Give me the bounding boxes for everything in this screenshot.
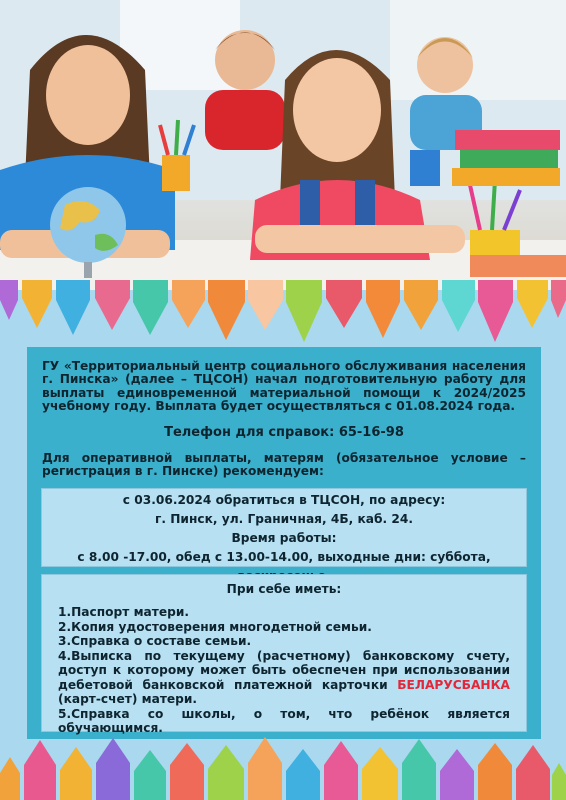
documents-item-5: 5.Справка со школы, о том, что ребёнок является обучающимся.	[58, 706, 510, 735]
documents-item-3: 3.Справка о составе семьи.	[58, 634, 252, 648]
header-photo	[0, 0, 566, 290]
documents-item-4-text: 4.Выписка по текущему (расчетному) банковскому счету, доступ к которому может быть обеспечен при использовании дебетовой банковской платежной карточки	[58, 648, 510, 692]
documents-item-1: 1.Паспорт матери.	[58, 605, 189, 619]
bank-name: БЕЛАРУСБАНКА	[397, 677, 510, 692]
pencils-top-decoration	[0, 280, 566, 350]
documents-heading: При себе иметь:	[226, 582, 342, 596]
address-box-line-3: Время работы:	[231, 531, 337, 545]
pencils-bottom-decoration	[0, 735, 566, 800]
documents-item-4	[58, 649, 510, 707]
documents-box	[41, 574, 527, 735]
phone-line: Телефон для справок: 65-16-98	[164, 425, 404, 440]
documents-item-4-suffix: (карт-счет) матери.	[58, 692, 198, 706]
recommendation-paragraph: Для оперативной выплаты, матерям (обязательное условие – регистрация в г. Пинске) рекомендуем:	[42, 451, 526, 479]
address-box-line-2: г. Пинск, ул. Граничная, 4Б, каб. 24.	[154, 512, 413, 526]
address-box	[41, 488, 527, 567]
address-box-line-1: с 03.06.2024 обратиться в ТЦСОН, по адресу:	[122, 493, 446, 507]
documents-list	[42, 605, 526, 736]
address-box-line-4: с 8.00 -17.00, обед с 13.00-14.00, выходные дни: суббота,	[77, 550, 491, 564]
children-classroom-illustration	[0, 0, 566, 290]
documents-item-2: 2.Копия удостоверения многодетной семьи.	[58, 619, 372, 634]
intro-paragraph: ГУ «Территориальный центр социального обслуживания населения г. Пинска» (далее – ТЦСОН) начал подготовительную работу для выплаты единовременной материальной помощи к 2024/2025 учебному году. Выплата будет осуществляться с 01.08.2024 года.	[42, 359, 526, 413]
